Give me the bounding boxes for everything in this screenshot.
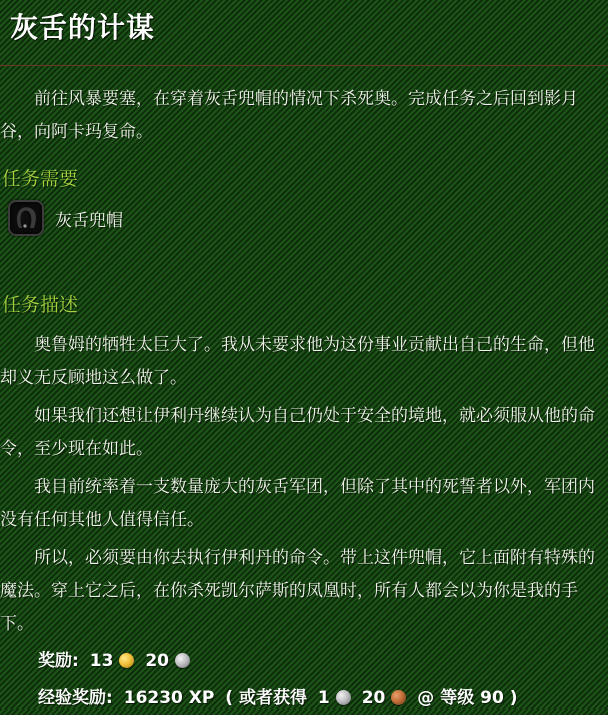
alt-copper-amount: 20 bbox=[361, 688, 386, 708]
required-item-name[interactable]: 灰舌兜帽 bbox=[55, 210, 123, 231]
hood-icon[interactable] bbox=[8, 200, 44, 236]
title-divider bbox=[0, 65, 608, 66]
quest-page bbox=[0, 6, 608, 709]
xp-alt-prefix: ( 或者获得 bbox=[225, 688, 307, 708]
xp-alt-suffix: @ 等级 90 ) bbox=[417, 688, 518, 708]
description-paragraph: 所以，必须要由你去执行伊利丹的命令。带上这件兜帽，它上面附有特殊的魔法。穿上它之后，在你杀死凯尔萨斯的凤凰时，所有人都会以为你是我的手下。 bbox=[0, 548, 595, 634]
description-paragraph: 如果我们还想让伊利丹继续认为自己仍处于安全的境地，就必须服从他的命令，至少现在如此。 bbox=[0, 406, 595, 459]
xp-reward-line bbox=[38, 682, 608, 715]
silver-coin-icon bbox=[175, 653, 190, 668]
xp-reward-label: 经验奖励: bbox=[38, 688, 113, 708]
requirements-heading: 任务需要 bbox=[2, 168, 79, 190]
money-reward-line bbox=[38, 645, 608, 678]
money-reward-label: 奖励: bbox=[38, 651, 79, 671]
xp-value: 16230 XP bbox=[123, 688, 215, 708]
quest-title: 灰舌的计谋 bbox=[10, 11, 156, 44]
description-paragraph: 我目前统率着一支数量庞大的灰舌军团，但除了其中的死誓者以外，军团内没有任何其他人值得信任。 bbox=[0, 477, 595, 530]
quest-objective: 前往风暴要塞，在穿着灰舌兜帽的情况下杀死奥。完成任务之后回到影月谷，向阿卡玛复命。 bbox=[0, 89, 578, 142]
gold-coin-icon bbox=[119, 653, 134, 668]
silver-amount: 20 bbox=[145, 651, 169, 671]
description-heading: 任务描述 bbox=[2, 294, 79, 316]
required-item-row[interactable] bbox=[8, 200, 608, 236]
gold-amount: 13 bbox=[89, 651, 114, 671]
alt-silver-amount: 1 bbox=[317, 688, 330, 708]
description-paragraph: 奥鲁姆的牺牲太巨大了。我从未要求他为这份事业贡献出自己的生命，但他却义无反顾地这么做了。 bbox=[0, 335, 595, 388]
